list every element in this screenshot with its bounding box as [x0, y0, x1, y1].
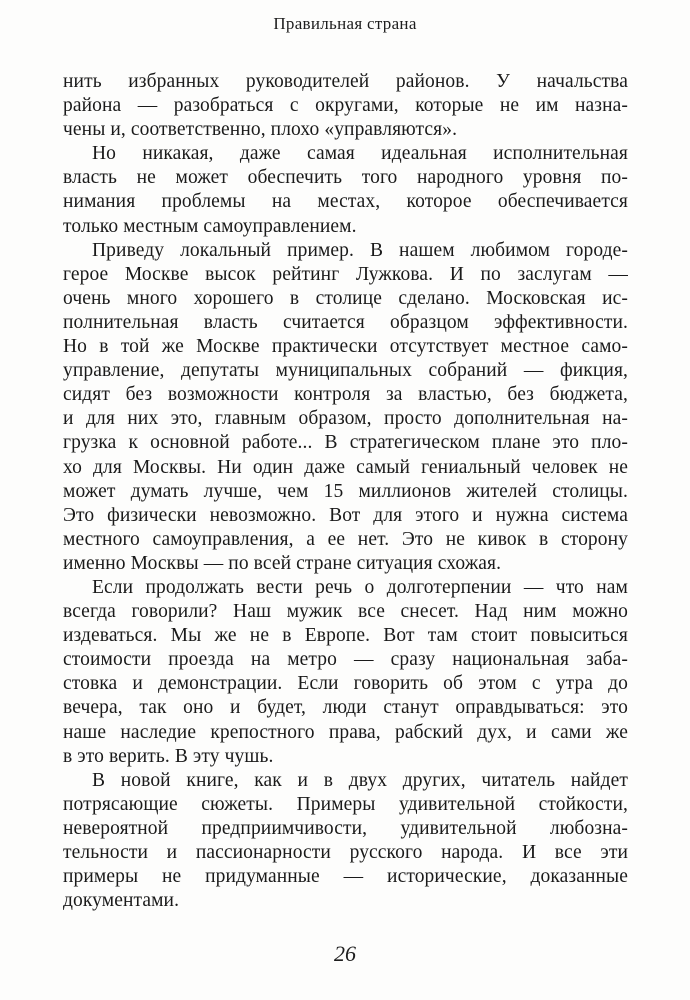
text-line: и для них это, главным образом, просто дополнительная на- — [63, 408, 628, 430]
text-line: сидят без возможности контроля за властью, без бюджета, — [63, 384, 628, 406]
text-line: вечера, так оно и будет, люди станут оправдываться: это — [63, 697, 628, 719]
text-line: тельности и пассионарности русского народа. И все эти — [63, 842, 628, 863]
text-line: невероятной предприимчивости, удивительной любозна- — [63, 817, 628, 839]
text-line: Приведу локальный пример. В нашем любимом городе- — [92, 239, 628, 261]
paragraph-3 — [63, 239, 628, 576]
text-line: очень много хорошего в столице сделано. Московская ис- — [63, 287, 628, 309]
text-line: всегда говорили? Наш мужик все снесет. Над ним можно — [63, 601, 628, 623]
text-line: герое Москве высок рейтинг Лужкова. И по заслугам — — [63, 263, 628, 285]
text-line: управление, депутаты муниципальных собраний — фикция, — [63, 360, 628, 382]
paragraph-4 — [63, 576, 628, 769]
paragraph-1 — [63, 70, 628, 142]
text-line: Но никакая, даже самая идеальная исполнительная — [92, 143, 628, 165]
running-header: Правильная страна — [273, 14, 417, 33]
text-line: нимания проблемы на местах, которое обеспечивается — [63, 191, 628, 213]
text-line: издеваться. Мы же не в Европе. Вот там стоит повыситься — [63, 625, 628, 647]
text-line: наше наследие крепостного права, рабский дух, и сами же — [63, 721, 628, 743]
text-line: чены и, соответственно, плохо «управляются». — [63, 119, 458, 141]
text-line: Если продолжать вести речь о долготерпении — что нам — [92, 576, 628, 598]
text-line: именно Москвы — по всей стране ситуация схожая. — [63, 552, 502, 574]
text-line: Это физически невозможно. Вот для этого и нужна система — [63, 504, 628, 526]
text-line: документами. — [63, 890, 180, 912]
text-line: нить избранных руководителей районов. У начальства — [63, 71, 628, 92]
text-line: может думать лучше, чем 15 миллионов жителей столицы. — [63, 480, 628, 502]
text-line: полнительная власть считается образцом эффективности. — [63, 311, 628, 333]
text-line: власть не может обеспечить того народного уровня по- — [63, 167, 628, 189]
paragraph-5 — [63, 769, 628, 914]
paragraph-2 — [63, 142, 628, 238]
text-line: В новой книге, как и в двух других, читатель найдет — [92, 769, 628, 791]
text-line: примеры не придуманные — исторические, доказанные — [63, 866, 628, 888]
text-line: Но в той же Москве практически отсутствует местное само- — [63, 336, 628, 358]
text-line: потрясающие сюжеты. Примеры удивительной стойкости, — [63, 793, 628, 815]
text-line: грузка к основной работе... В стратегическом плане это пло- — [63, 432, 628, 454]
text-line: стовка и демонстрации. Если говорить об этом с утра до — [63, 673, 628, 695]
text-line: только местным самоуправлением. — [63, 215, 357, 237]
text-line: хо для Москвы. Ни один даже самый гениальный человек не — [63, 456, 628, 478]
text-line: местного самоуправления, а ее нет. Это не кивок в сторону — [63, 528, 628, 550]
text-line: стоимости проезда на метро — сразу национальная заба- — [63, 649, 628, 671]
text-line: района — разобраться с округами, которые не им назна- — [63, 95, 628, 117]
text-line: в это верить. В эту чушь. — [63, 745, 274, 767]
page-body — [63, 70, 628, 913]
page-number: 26 — [334, 941, 356, 966]
